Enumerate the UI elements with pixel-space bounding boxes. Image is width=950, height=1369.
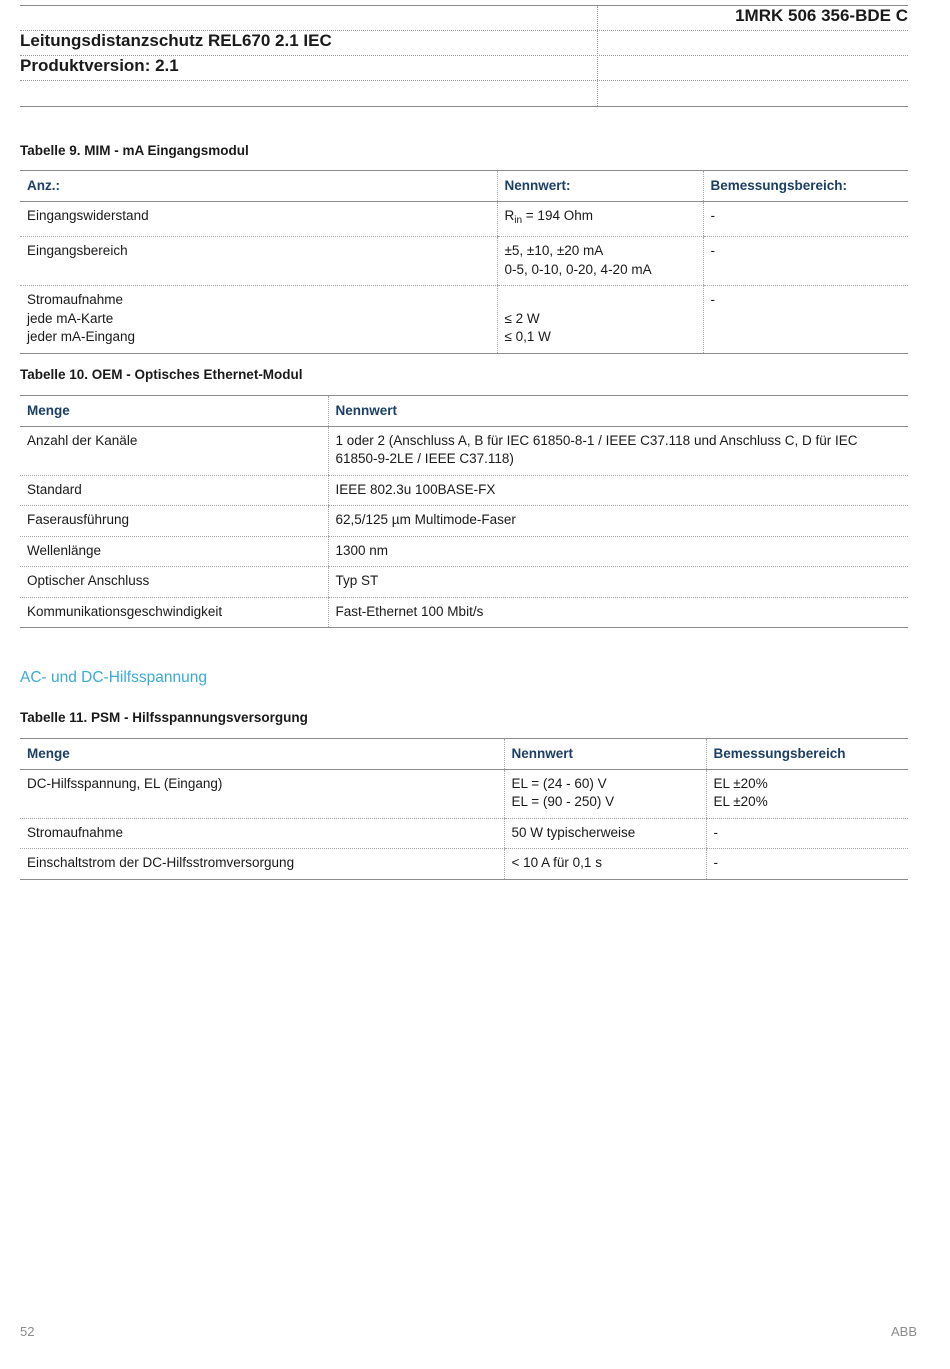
- document-code: 1MRK 506 356-BDE C: [735, 6, 908, 25]
- table9: [20, 170, 908, 354]
- table-row: [20, 769, 908, 818]
- table-cell: 62,5/125 µm Multimode-Faser: [328, 506, 908, 537]
- cell-text: DC-Hilfsspannung, EL (Eingang): [27, 775, 223, 791]
- table-row: [20, 286, 908, 354]
- symbol-r: R: [504, 207, 515, 223]
- document-title: Leitungsdistanzschutz REL670 2.1 IEC: [20, 31, 332, 50]
- cell-text: Stromaufnahme: [27, 824, 124, 840]
- table-cell: Kommunikationsgeschwindigkeit: [20, 597, 328, 628]
- table-cell: [20, 237, 497, 286]
- column-header: Nennwert: [328, 396, 908, 427]
- subscript-in: in: [514, 214, 523, 226]
- table10-caption: Tabelle 10. OEM - Optisches Ethernet-Modul: [20, 367, 303, 382]
- table-cell: [706, 849, 908, 880]
- cell-text: -: [710, 292, 715, 307]
- table-header-row: [20, 396, 908, 427]
- table-cell: IEEE 802.3u 100BASE-FX: [328, 475, 908, 506]
- table-header-row: [20, 171, 908, 202]
- table-cell: Standard: [20, 475, 328, 506]
- cell-text: [505, 291, 696, 310]
- table-cell: [20, 286, 497, 354]
- cell-text: EL ±20%: [713, 775, 768, 791]
- table-row: [20, 237, 908, 286]
- cell-text: EL = (24 - 60) V: [511, 775, 607, 791]
- table11: [20, 738, 908, 880]
- table-cell: [20, 818, 504, 849]
- cell-text: -: [710, 207, 715, 223]
- table-cell: [497, 286, 703, 354]
- cell-text: -: [713, 824, 718, 840]
- table-header-row: [20, 739, 908, 770]
- cell-text: -: [713, 855, 718, 870]
- table-cell: [20, 769, 504, 818]
- value-text: = 194 Ohm: [522, 207, 593, 223]
- cell-text: < 10 A für 0,1 s: [511, 855, 602, 870]
- table-cell: [20, 849, 504, 880]
- abb-logo: ABB: [890, 1324, 917, 1339]
- table-cell: [703, 286, 908, 354]
- table-cell: Optischer Anschluss: [20, 567, 328, 598]
- column-header: Anz.:: [20, 171, 497, 202]
- cell-text: 0-5, 0-10, 0-20, 4-20 mA: [504, 261, 652, 277]
- cell-text: -: [710, 243, 715, 258]
- cell-text: Eingangsbereich: [27, 243, 128, 258]
- cell-text: Stromaufnahme: [27, 292, 124, 307]
- table-cell: Wellenlänge: [20, 536, 328, 567]
- header-dotted-rule: [20, 80, 908, 81]
- cell-text: [505, 207, 696, 231]
- table-cell: [703, 237, 908, 286]
- cell-text: EL ±20%: [713, 794, 768, 809]
- table-row: [20, 567, 908, 598]
- column-header: Nennwert: [504, 739, 706, 770]
- column-header: Bemessungsbereich:: [703, 171, 908, 202]
- column-header: Bemessungsbereich: [706, 739, 908, 770]
- header-bottom-rule: [20, 106, 908, 107]
- table-cell: 1 oder 2 (Anschluss A, B für IEC 61850-8-1 / IEEE C37.118 und Anschluss C, D für IEC 61850-9-2LE / IEEE C37.118): [328, 426, 908, 475]
- table-cell: Anzahl der Kanäle: [20, 426, 328, 475]
- table-cell: [703, 201, 908, 237]
- column-header: Nennwert:: [497, 171, 703, 202]
- page-number: 52: [20, 1324, 35, 1339]
- product-version: Produktversion: 2.1: [20, 56, 179, 75]
- table-cell: [504, 849, 706, 880]
- table-row: [20, 849, 908, 880]
- column-header: Menge: [20, 396, 328, 427]
- cell-text: 50 W typischerweise: [511, 824, 636, 840]
- table-cell: [504, 818, 706, 849]
- table-cell: 1300 nm: [328, 536, 908, 567]
- table-row: [20, 426, 908, 475]
- cell-text: ±5, ±10, ±20 mA: [504, 243, 604, 258]
- table-row: [20, 201, 908, 237]
- table-cell: [497, 237, 703, 286]
- section-heading: AC- und DC-Hilfsspannung: [20, 669, 207, 686]
- table10: [20, 395, 908, 628]
- table-row: [20, 818, 908, 849]
- table-row: [20, 536, 908, 567]
- cell-text: ≤ 2 W: [504, 310, 540, 326]
- table-cell: [504, 769, 706, 818]
- table-cell: Typ ST: [328, 567, 908, 598]
- cell-text: Eingangswiderstand: [27, 207, 149, 223]
- table-cell: [706, 769, 908, 818]
- table-cell: [20, 201, 497, 237]
- table-cell: [706, 818, 908, 849]
- cell-text: EL = (90 - 250) V: [511, 794, 615, 809]
- table-cell: [497, 201, 703, 237]
- header-column-separator: [597, 6, 598, 106]
- cell-text: jeder mA-Eingang: [27, 329, 136, 344]
- table-row: [20, 475, 908, 506]
- table11-caption: Tabelle 11. PSM - Hilfsspannungsversorgung: [20, 710, 308, 725]
- table-cell: Fast-Ethernet 100 Mbit/s: [328, 597, 908, 628]
- cell-text: ≤ 0,1 W: [504, 329, 551, 344]
- table-row: [20, 506, 908, 537]
- table9-caption: Tabelle 9. MIM - mA Eingangsmodul: [20, 143, 249, 158]
- cell-text: Einschaltstrom der DC-Hilfsstromversorgung: [27, 855, 295, 870]
- table-row: [20, 597, 908, 628]
- table-cell: Faserausführung: [20, 506, 328, 537]
- column-header: Menge: [20, 739, 504, 770]
- cell-text: jede mA-Karte: [27, 310, 114, 326]
